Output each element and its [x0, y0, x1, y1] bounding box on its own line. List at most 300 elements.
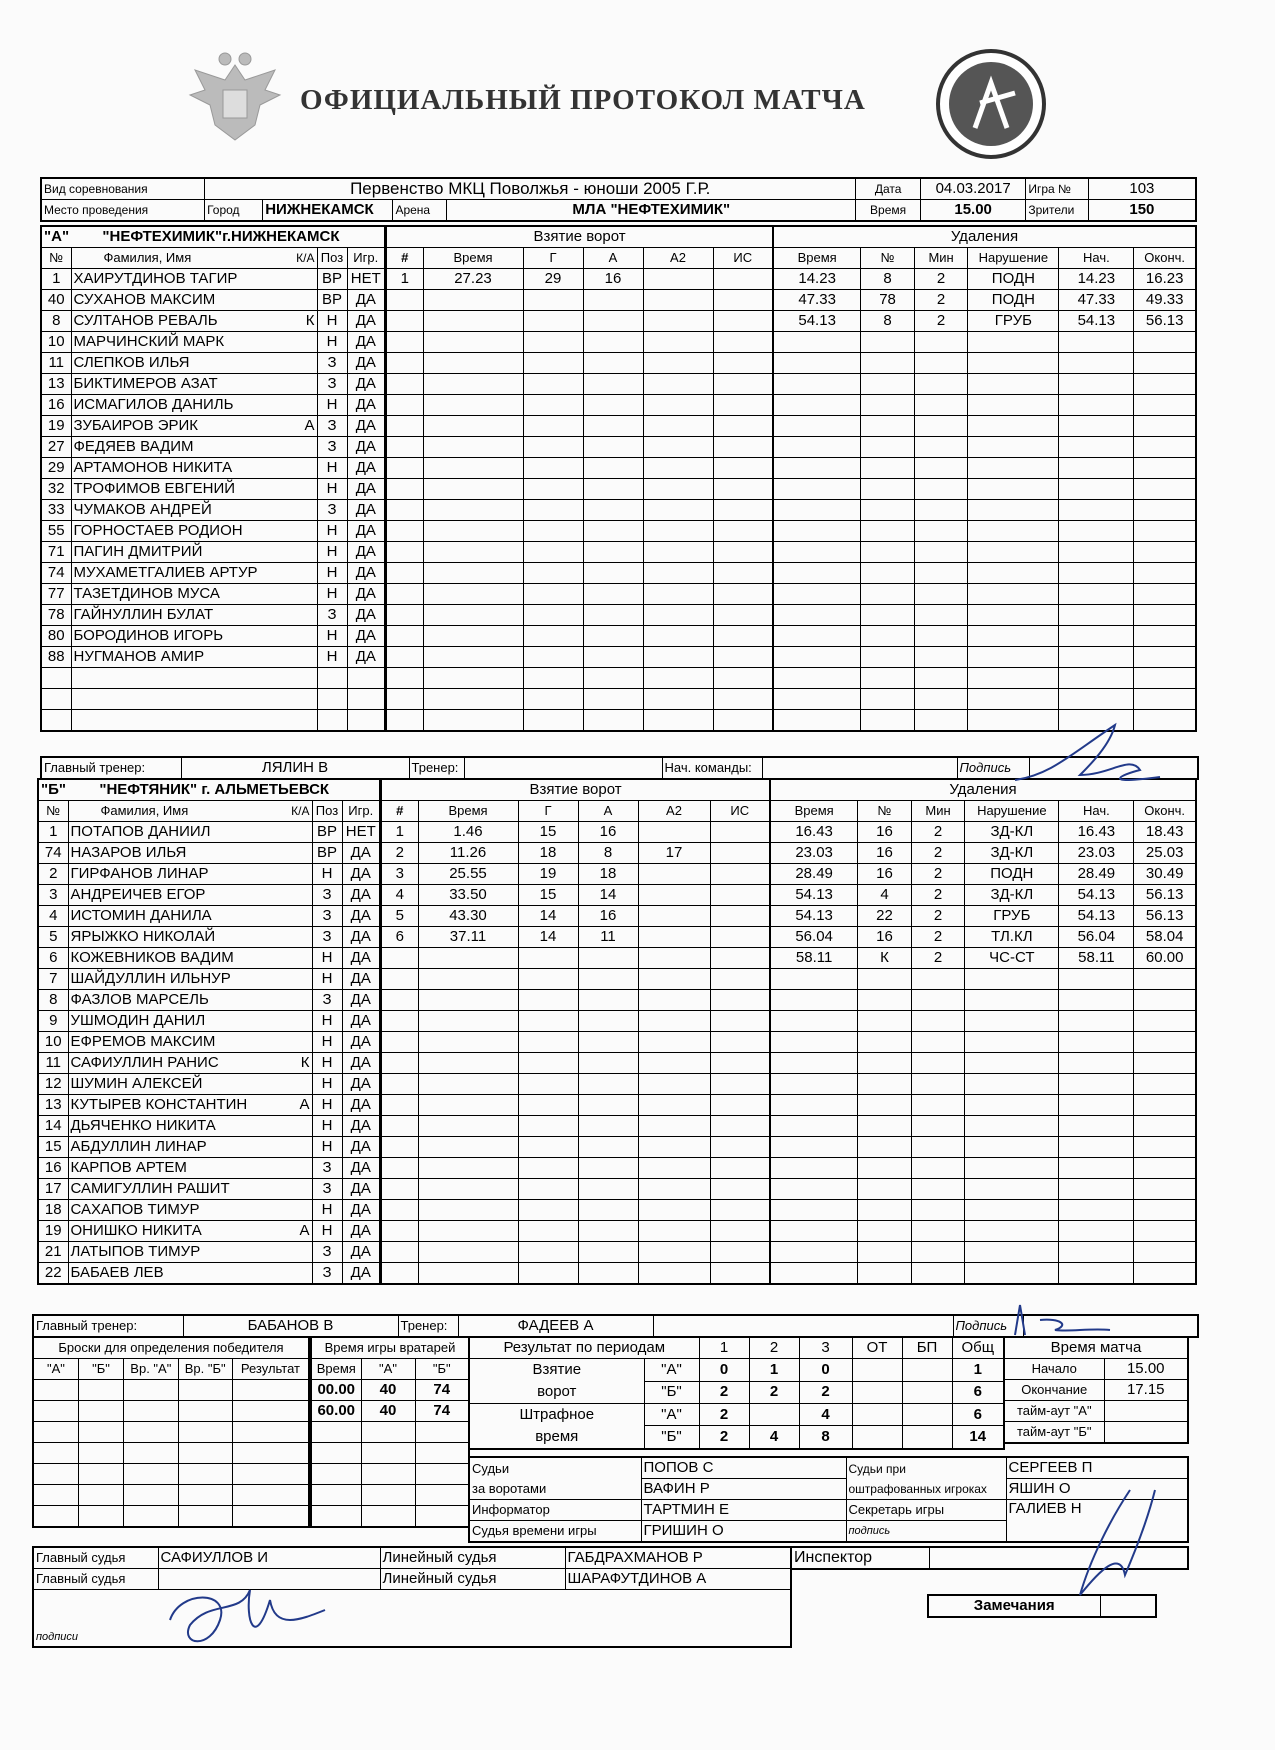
penalty-row-e	[1134, 1137, 1196, 1158]
goal-row-a2	[638, 1200, 710, 1221]
goal-row-a: 16	[578, 822, 638, 843]
goal-row-is	[710, 1158, 770, 1179]
player-name: БИКТИМЕРОВ АЗАТ	[73, 375, 218, 392]
goal-row-t	[423, 416, 523, 437]
player-row	[41, 605, 385, 626]
penalty-row-m	[914, 626, 968, 647]
referees-table: Главный судья САФИУЛЛОВ И Линейный судья ГАБДРАХМАНОВ Р Главный судья Линейный судья ШАРАФУТДИНОВ А подписи	[32, 1546, 792, 1648]
shootout-cell	[124, 1401, 178, 1422]
penalty-row-n	[861, 332, 915, 353]
shootout-row	[33, 1464, 309, 1485]
player-number: 32	[41, 479, 71, 500]
penalty-row-v	[968, 437, 1059, 458]
goal-row-t	[418, 948, 518, 969]
player-number: 27	[41, 437, 71, 458]
penalty-row-m	[914, 395, 968, 416]
goal-row-g	[518, 1137, 578, 1158]
goal-row-g	[523, 647, 583, 668]
goal-row-g: 15	[518, 885, 578, 906]
penalty-row-v	[968, 521, 1059, 542]
penalty-row-t: 58.11	[770, 948, 858, 969]
player-row	[38, 990, 380, 1011]
penalty-row-v: ЧС-СТ	[965, 948, 1059, 969]
goal-row-a2	[643, 500, 713, 521]
player-row	[38, 843, 380, 864]
goal-row-t	[423, 710, 523, 732]
goal-row-g: 18	[518, 843, 578, 864]
goal-row-g: 29	[523, 269, 583, 290]
penalty-row-s	[1059, 374, 1134, 395]
player-name: ТРОФИМОВ ЕВГЕНИЙ	[73, 480, 236, 497]
player-row	[41, 269, 385, 290]
player-name: АНДРЕИЧЕВ ЕГОР	[70, 886, 206, 903]
penalty-row-m	[914, 437, 968, 458]
penalty-row-t	[770, 1032, 858, 1053]
penalty-row-v	[965, 1221, 1059, 1242]
goal-row-a2	[638, 948, 710, 969]
penalty-row-t: 16.43	[770, 822, 858, 843]
penalty-row-s	[1059, 500, 1134, 521]
goal-row-t	[423, 626, 523, 647]
player-position: Н	[317, 626, 347, 647]
goal-row-n: 5	[381, 906, 418, 927]
penalty-row	[773, 689, 1196, 710]
penalty-row-s	[1059, 416, 1134, 437]
penalty-row-v	[968, 479, 1059, 500]
goal-row-t	[418, 1116, 518, 1137]
penalty-row-e	[1134, 1200, 1196, 1221]
goal-row-a2	[638, 1221, 710, 1242]
goal-judge-1: ПОПОВ С	[641, 1457, 846, 1479]
goal-row-g	[518, 1074, 578, 1095]
player-played: ДА	[347, 311, 385, 332]
player-number: 88	[41, 647, 71, 668]
goal-row-n	[386, 626, 423, 647]
penalty-row-v	[968, 605, 1059, 626]
shootout-col: "А"	[33, 1359, 78, 1380]
player-played: ДА	[347, 626, 385, 647]
player-number: 13	[38, 1095, 68, 1116]
penalty-row-e	[1134, 1179, 1196, 1200]
goal-row-is	[710, 1263, 770, 1285]
player-name-cell	[71, 521, 317, 542]
goal-row-a2	[643, 521, 713, 542]
goal-row-t	[423, 605, 523, 626]
player-number: 11	[38, 1053, 68, 1074]
date-value: 04.03.2017	[920, 178, 1025, 200]
penalty-row-t	[773, 542, 861, 563]
player-name-cell	[68, 822, 312, 843]
gk-cell: 00.00	[311, 1380, 361, 1401]
penalty-row-n	[861, 563, 915, 584]
player-position: Н	[317, 458, 347, 479]
goal-row-is	[713, 269, 773, 290]
goal-row	[386, 542, 773, 563]
match-info-table	[40, 177, 1197, 222]
player-played: ДА	[342, 1137, 380, 1158]
goal-row	[381, 1032, 770, 1053]
shootout-col: Результат	[232, 1359, 309, 1380]
penalty-row-m	[911, 1011, 965, 1032]
penalty-row-t	[773, 647, 861, 668]
player-number: 74	[38, 843, 68, 864]
player-played: ДА	[347, 542, 385, 563]
goal-row	[381, 990, 770, 1011]
goal-row-a2	[638, 1158, 710, 1179]
penalty-row	[770, 1263, 1196, 1285]
goal-row-is	[713, 353, 773, 374]
player-name-cell	[68, 1263, 312, 1285]
goal-row	[381, 1095, 770, 1116]
penalty-row-m	[914, 416, 968, 437]
goal-row	[386, 374, 773, 395]
player-played: ДА	[342, 1011, 380, 1032]
goal-row-is	[713, 416, 773, 437]
goal-row-a	[578, 1116, 638, 1137]
player-name: КОЖЕВНИКОВ ВАДИМ	[70, 949, 234, 966]
player-name-cell	[68, 1095, 312, 1116]
player-number: 13	[41, 374, 71, 395]
player-number: 1	[38, 822, 68, 843]
shootout-cell	[232, 1485, 309, 1506]
player-played: ДА	[342, 1242, 380, 1263]
goal-row-a2	[643, 269, 713, 290]
penalty-row-t: 23.03	[770, 843, 858, 864]
goal-row-a	[578, 948, 638, 969]
goal-row-t	[423, 458, 523, 479]
goal-row-a	[578, 1179, 638, 1200]
player-role: А	[299, 1096, 310, 1113]
goal-row-is	[710, 1137, 770, 1158]
goal-row-g	[518, 1032, 578, 1053]
team-a-coach-row: Главный тренер: ЛЯЛИН В Тренер: Нач. команды: Подпись	[40, 756, 1199, 780]
shootout-cell	[232, 1380, 309, 1401]
player-row	[38, 1158, 380, 1179]
penalty-row-t	[773, 710, 861, 732]
goal-row-a2: 17	[638, 843, 710, 864]
goal-row-is	[713, 668, 773, 689]
shootout-cell	[178, 1380, 232, 1401]
player-row	[41, 479, 385, 500]
player-position: Н	[312, 1200, 342, 1221]
player-number: 16	[41, 395, 71, 416]
player-position: Н	[312, 1221, 342, 1242]
penalty-row-t	[770, 1116, 858, 1137]
penalty-row-e	[1134, 416, 1196, 437]
goal-row-n	[386, 521, 423, 542]
goal-row-g	[518, 1242, 578, 1263]
penalty-row-m: 2	[911, 906, 965, 927]
penalty-row-s	[1059, 332, 1134, 353]
goal-row-a2	[638, 969, 710, 990]
goal-row-n	[381, 1116, 418, 1137]
penalty-row-v	[968, 542, 1059, 563]
goal-row-n	[381, 1011, 418, 1032]
player-played: ДА	[342, 969, 380, 990]
penalty-row-v	[965, 1200, 1059, 1221]
player-position: Н	[317, 542, 347, 563]
penalty-row-s: 28.49	[1059, 864, 1134, 885]
goal-row-is	[710, 1011, 770, 1032]
goal-row	[386, 290, 773, 311]
goal-row-a2	[638, 1179, 710, 1200]
penalty-row-n: К	[858, 948, 912, 969]
penalty-row	[770, 1074, 1196, 1095]
player-played: ДА	[347, 605, 385, 626]
player-row	[38, 1116, 380, 1137]
goal-row-t	[423, 668, 523, 689]
goal-row-g	[518, 1221, 578, 1242]
penalty-row	[770, 1053, 1196, 1074]
player-position: Н	[312, 1011, 342, 1032]
penalty-row-s: 54.13	[1059, 885, 1134, 906]
penalty-row-m: 2	[911, 864, 965, 885]
player-played: ДА	[347, 500, 385, 521]
penalty-row-m: 2	[911, 927, 965, 948]
goal-row-g	[523, 710, 583, 732]
penalty-row-t	[773, 458, 861, 479]
spectators-label: Зрители	[1026, 200, 1088, 222]
player-played: ДА	[342, 1221, 380, 1242]
player-name: СЛЕПКОВ ИЛЬЯ	[73, 354, 190, 371]
player-number: 6	[38, 948, 68, 969]
player-position: Н	[312, 1095, 342, 1116]
goal-row-is	[713, 290, 773, 311]
page-title: ОФИЦИАЛЬНЫЙ ПРОТОКОЛ МАТЧА	[300, 84, 866, 116]
goal-row-t	[418, 1074, 518, 1095]
player-row	[41, 437, 385, 458]
shootout-cell	[232, 1401, 309, 1422]
penalty-row	[773, 437, 1196, 458]
goal-row-g	[523, 416, 583, 437]
penalty-row-v	[968, 584, 1059, 605]
player-name: ОНИШКО НИКИТА	[70, 1222, 202, 1239]
goal-row-t	[418, 1053, 518, 1074]
penalty-row-t	[773, 395, 861, 416]
goal-row-t	[423, 542, 523, 563]
player-name-cell	[71, 542, 317, 563]
team-a-signature-icon	[1010, 715, 1180, 790]
goal-row-a	[583, 689, 643, 710]
player-name: ПОТАПОВ ДАНИИЛ	[70, 823, 211, 840]
player-name: ФАЗЛОВ МАРСЕЛЬ	[70, 991, 209, 1008]
goal-row-is	[713, 311, 773, 332]
player-position: З	[312, 1242, 342, 1263]
penalty-row-n	[858, 1053, 912, 1074]
penalty-row-s	[1059, 542, 1134, 563]
player-row	[38, 885, 380, 906]
gk-cell	[311, 1422, 361, 1443]
penalty-row-t	[773, 626, 861, 647]
penalty-row-t: 14.23	[773, 269, 861, 290]
penalty-row-v	[968, 647, 1059, 668]
goal-row-n	[381, 990, 418, 1011]
penalty-row-e	[1134, 1116, 1196, 1137]
penalty-row-s	[1059, 668, 1134, 689]
goal-row-t	[423, 500, 523, 521]
officials-table: Судьи за воротами ПОПОВ С Судьи при оштрафованных игроках СЕРГЕЕВ П ВАФИН Р ЯШИН О Информатор ТАРТМИН Е Секретарь игры ГАЛИЕВ Н Судья времени игры ГРИШИН О подпись	[468, 1456, 1189, 1543]
penalty-row-e: 56.13	[1134, 311, 1196, 332]
player-number: 4	[38, 906, 68, 927]
penalty-row-s	[1059, 1032, 1134, 1053]
penalty-row-m	[914, 605, 968, 626]
goal-row-g: 15	[518, 822, 578, 843]
player-name: МУХАМЕТГАЛИЕВ АРТУР	[73, 564, 258, 581]
goal-row-n	[381, 1221, 418, 1242]
penalty-row-n	[858, 1137, 912, 1158]
goal-row-a	[578, 1095, 638, 1116]
penalty-row-v	[965, 1242, 1059, 1263]
team-b-goals: Взятие ворот # Время Г А А2 ИС 1 1.46 15 16 2 11.26 18 8 17 3 25.55 19 18 4 33.50 15 14 5 43.30 14 16 6 37.11 14 11	[380, 778, 771, 1285]
player-name: НУГМАНОВ АМИР	[73, 648, 205, 665]
player-name-cell	[68, 885, 312, 906]
player-played: ДА	[347, 332, 385, 353]
player-row	[41, 290, 385, 311]
gk-row	[311, 1506, 469, 1528]
venue-label: Место проведения	[41, 200, 205, 222]
goal-row-n	[381, 1032, 418, 1053]
goal-row-a	[583, 416, 643, 437]
goal-row-g: 14	[518, 927, 578, 948]
goal-row-n	[386, 353, 423, 374]
penalty-row-s	[1059, 1074, 1134, 1095]
goal-row	[381, 969, 770, 990]
goal-row-a2	[643, 710, 713, 732]
goal-row-a2	[638, 1053, 710, 1074]
gk-cell: 40	[361, 1380, 415, 1401]
goal-row	[386, 311, 773, 332]
penalty-row-s	[1059, 521, 1134, 542]
gk-cell	[415, 1485, 469, 1506]
penalty-row-e: 49.33	[1134, 290, 1196, 311]
goal-row-is	[713, 584, 773, 605]
shootout-cell	[124, 1380, 178, 1401]
penalty-row-e	[1134, 1011, 1196, 1032]
penalty-row-m	[911, 969, 965, 990]
goal-row-a2	[643, 353, 713, 374]
goal-row	[381, 1011, 770, 1032]
player-row	[41, 668, 385, 689]
penalty-row-e	[1134, 647, 1196, 668]
player-name: ХАИРУТДИНОВ ТАГИР	[73, 270, 238, 287]
timekeeper: ГРИШИН О	[641, 1521, 846, 1543]
goal-row-a2	[638, 1263, 710, 1285]
shootout-col: Вр. "А"	[124, 1359, 178, 1380]
player-row	[38, 1095, 380, 1116]
player-position: Н	[317, 584, 347, 605]
player-number: 14	[38, 1116, 68, 1137]
player-name: САФИУЛЛИН РАНИС	[70, 1054, 219, 1071]
penalty-row	[773, 521, 1196, 542]
penalty-row-e: 56.13	[1134, 906, 1196, 927]
goal-row-t: 43.30	[418, 906, 518, 927]
shootout-cell	[78, 1380, 123, 1401]
goal-row-a	[583, 563, 643, 584]
goal-row-g	[523, 626, 583, 647]
competition-value: Первенство МКЦ Поволжья - юноши 2005 Г.Р.	[205, 178, 856, 200]
penalty-row	[773, 353, 1196, 374]
player-name-cell	[71, 647, 317, 668]
player-played: ДА	[342, 1158, 380, 1179]
penalty-row-s: 56.04	[1059, 927, 1134, 948]
goal-row-is	[713, 542, 773, 563]
player-name: ИСМАГИЛОВ ДАНИЛЬ	[73, 396, 234, 413]
player-position: ВР	[312, 822, 342, 843]
penalty-row-t	[770, 1263, 858, 1285]
goal-row-t	[418, 1011, 518, 1032]
penalty-row-v	[968, 668, 1059, 689]
goal-row-g	[523, 500, 583, 521]
penalty-row	[773, 479, 1196, 500]
player-row	[41, 563, 385, 584]
player-position: З	[312, 1263, 342, 1285]
goal-row-n	[381, 1263, 418, 1285]
penalty-row	[770, 1158, 1196, 1179]
player-played: ДА	[342, 843, 380, 864]
player-played	[347, 710, 385, 732]
penalty-row-e: 60.00	[1134, 948, 1196, 969]
gk-cell: 74	[415, 1380, 469, 1401]
shootout-row	[33, 1506, 309, 1528]
penalty-row	[770, 1095, 1196, 1116]
player-name: ТАЗЕТДИНОВ МУСА	[73, 585, 220, 602]
player-position: Н	[312, 1053, 342, 1074]
player-number: 8	[41, 311, 71, 332]
team-a-head-coach: ЛЯЛИН В	[181, 757, 409, 779]
secretary-signature-icon	[1070, 1480, 1160, 1600]
penalty-row-e: 16.23	[1134, 269, 1196, 290]
penalty-row-n	[858, 1074, 912, 1095]
player-name-cell	[71, 311, 317, 332]
player-row	[38, 1221, 380, 1242]
penalty-row	[773, 458, 1196, 479]
player-row	[41, 626, 385, 647]
penalty-row-s	[1059, 584, 1134, 605]
goal-row	[386, 563, 773, 584]
penalty-row-s: 14.23	[1059, 269, 1134, 290]
penalty-row-m	[911, 1263, 965, 1285]
player-played: ДА	[347, 437, 385, 458]
penalty-row-t	[770, 1095, 858, 1116]
player-position	[317, 710, 347, 732]
shootout-col: Вр. "Б"	[178, 1359, 232, 1380]
goal-row-g	[523, 689, 583, 710]
goal-row-is	[710, 990, 770, 1011]
penalty-row-e	[1134, 542, 1196, 563]
goal-row-is	[710, 864, 770, 885]
penalty-row	[773, 416, 1196, 437]
penalty-row-n	[858, 1116, 912, 1137]
penalty-row-e	[1134, 1263, 1196, 1285]
team-b-roster: "Б" "НЕФТЯНИК" г. АЛЬМЕТЬЕВСК № Фамилия, Имя К/А Поз Игр. 1 ПОТАПОВ ДАНИИЛ ВР НЕТ 74 НАЗАРОВ ИЛЬЯ ВР ДА 2 ГИРФАНОВ ЛИНАР Н ДА 3 АНДРЕИЧЕВ ЕГОР З ДА 4 ИСТОМИН ДАНИЛА З ДА 5 ЯРЫЖКО НИКОЛАЙ З ДА 6 КОЖЕВНИКОВ ВАДИМ Н ДА 7 ШАЙДУЛЛИН ИЛЬНУР Н ДА 8 ФАЗЛОВ МАРСЕЛЬ З ДА 9 УШМОДИН ДАНИЛ Н ДА 10 ЕФРЕМОВ МАКСИМ Н ДА 11 САФИУЛЛИН РАНИС К Н ДА 12 ШУМИН АЛЕКСЕЙ Н ДА 13 КУТЫРЕВ КОНСТАНТИН А Н ДА 14 ДЬЯЧЕНКО НИКИТА Н ДА 15 АБДУЛЛИН ЛИНАР Н ДА 16 КАРПОВ АРТЕМ З ДА 17 САМИГУЛЛИН РАШИТ З ДА 18 САХАПОВ ТИМУР Н ДА 19 ОНИШКО НИКИТА А Н ДА 21 ЛАТЫПОВ ТИМУР З ДА 22 БАБАЕВ ЛЕВ З ДА	[37, 778, 381, 1285]
period-results-table: Результат по периодам 1 2 3 ОТ БП Общ Взятие ворот "А" 0 1 0 1 "Б" 2 2 2 6 Штрафное время "А" 2 4 6 "Б" 2 4 8 14	[468, 1336, 1005, 1450]
penalty-row-t	[770, 1200, 858, 1221]
goal-row-t	[423, 290, 523, 311]
penalty-row-e	[1134, 521, 1196, 542]
goal-row-is	[710, 1221, 770, 1242]
goal-row-n	[381, 1074, 418, 1095]
gk-cell	[361, 1443, 415, 1464]
goal-row-t	[418, 1032, 518, 1053]
player-number: 9	[38, 1011, 68, 1032]
goal-row-t	[418, 969, 518, 990]
player-row	[38, 1011, 380, 1032]
goal-row-t	[418, 1095, 518, 1116]
player-name: МАРЧИНСКИЙ МАРК	[73, 333, 225, 350]
inspector-table: Инспектор	[790, 1546, 1189, 1570]
penalty-row-n: 8	[861, 311, 915, 332]
penalty-row-n	[861, 689, 915, 710]
